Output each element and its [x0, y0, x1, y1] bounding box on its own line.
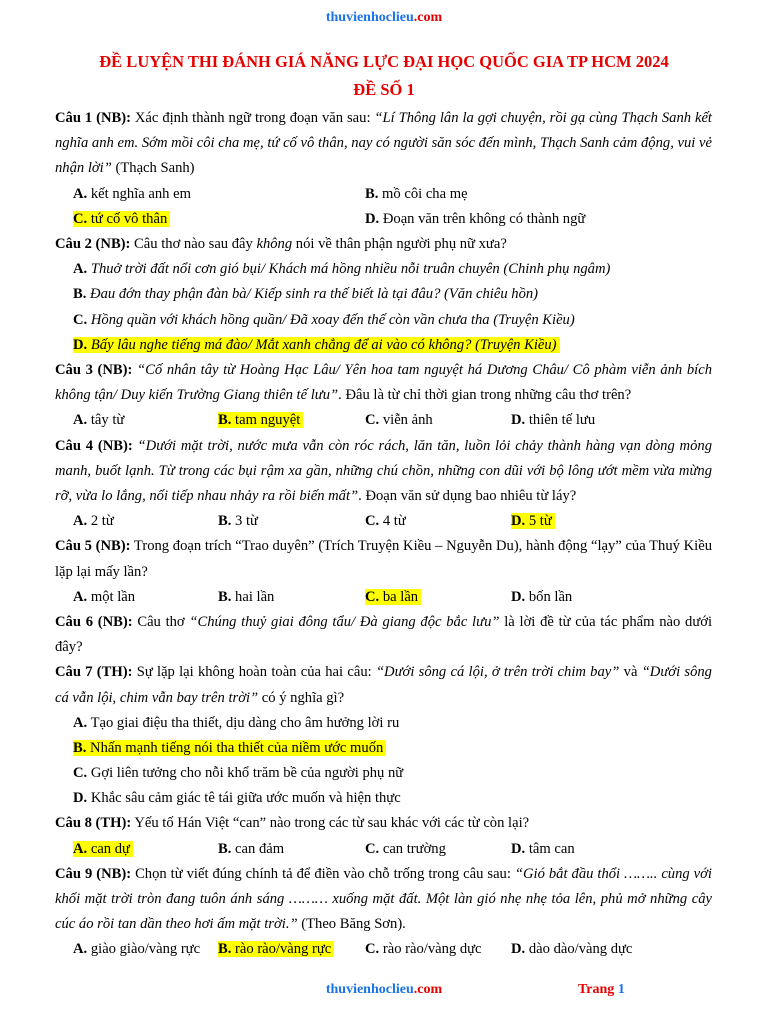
answer-option-c[interactable]: C. rào rào/vàng dực — [365, 941, 482, 958]
footer-site-link[interactable] — [0, 982, 768, 998]
site-name: thuvienhoclieu — [325, 10, 414, 25]
answer-option-a[interactable]: A. Tạo giai điệu tha thiết, dịu dàng cho âm hưởng lời ru — [73, 714, 400, 731]
answer-option-b[interactable] — [55, 736, 712, 761]
highlighted-answer: C. ba lần — [365, 589, 421, 605]
answer-option-b[interactable]: B. mồ côi cha mẹ — [365, 185, 468, 202]
question-6: Câu 6 (NB): Câu thơ “Chúng thuỷ giai đông tẩu/ Đà giang độc bắc lưu” là lời đề từ của tác phẩm nào dưới đây? — [55, 613, 713, 656]
highlighted-answer: C. tứ cố vô thân — [73, 211, 170, 227]
question-8: Câu 8 (TH): Yếu tố Hán Việt “can” nào trong các từ sau khác với các từ còn lại? — [55, 815, 530, 832]
answer-option-d[interactable]: D. tâm can — [511, 840, 575, 857]
answer-option-d[interactable] — [55, 333, 712, 358]
answer-option-c[interactable]: C. Gợi liên tưởng cho nỗi khổ trăm bề của người phụ nữ — [73, 765, 404, 782]
answer-option-c[interactable] — [73, 207, 365, 232]
answer-row — [55, 837, 712, 862]
answer-option-a[interactable]: A. giào giào/vàng rực — [73, 941, 201, 958]
answer-option-b[interactable]: B. 3 từ — [218, 513, 258, 530]
answer-option-d[interactable]: D. thiên tế lưu — [511, 412, 596, 429]
highlighted-answer: B. rào rào/vàng rực — [218, 941, 334, 957]
answer-option-b[interactable]: B. hai lần — [218, 588, 275, 605]
answer-option-c[interactable]: C. can trường — [365, 840, 446, 857]
answer-option-d[interactable]: D. dào dào/vàng dực — [511, 941, 633, 958]
answer-row — [55, 182, 712, 207]
page-label: Trang — [578, 982, 618, 997]
highlighted-answer: B. tam nguyệt — [218, 412, 303, 428]
answer-option-a[interactable]: A. kết nghĩa anh em — [73, 185, 191, 202]
question-label: Câu 1 (NB): — [55, 110, 131, 126]
answer-option-b[interactable]: B. can đảm — [218, 840, 285, 857]
answer-row — [55, 207, 712, 232]
question-7: Câu 7 (TH): Sự lặp lại không hoàn toàn của hai câu: “Dưới sông cá lội, ở trên trời chim bay” và “Dưới sông cá vẫn lội, chim vẫn bay trên trời” có ý nghĩa gì? — [55, 664, 712, 706]
answer-option-a[interactable]: A. một lần — [73, 588, 136, 605]
highlighted-answer: D. 5 từ — [511, 513, 555, 529]
answer-option-a[interactable] — [73, 837, 218, 862]
question-4: Câu 4 (NB): “Dưới mặt trời, nước mưa vẫn còn róc rách, lăn tăn, luồn lỏi chảy thành hàng vạn dòng mỏng manh, buốt lạnh. Từ trong các bụi rậm xa gần, những chú chồn, những con dũi với bộ lông ướt mềm vừa mừng rỡ, vừa lo lắng, nối tiếp nhau nhảy ra rồi biến mất”. Đoạn văn sử dụng bao nhiêu từ láy? — [55, 437, 712, 504]
site-domain: .com — [413, 10, 443, 25]
answer-option-a[interactable]: A. 2 từ — [73, 513, 114, 530]
answer-option-b[interactable] — [218, 408, 365, 433]
answer-option-a[interactable]: A. tây từ — [73, 412, 125, 429]
answer-option-d[interactable] — [511, 509, 555, 534]
page-number-value: 1 — [617, 982, 625, 997]
answer-option-c[interactable]: C. 4 từ — [365, 513, 406, 530]
question-9: Câu 9 (NB): Chọn từ viết đúng chính tả để điền vào chỗ trống trong câu sau: “Gió bắt đầu thổi …….. cùng với khối mặt trời tròn đang tuôn ánh sáng ……… xuống mặt đất. Một làn gió nhẹ nhẹ tỏa lên, phủ mở những cây cúc áo rồi tan dần theo hơi ấm mặt trời.” (Theo Băng Sơn). — [55, 865, 712, 933]
answer-option-c[interactable]: C. viễn ảnh — [365, 412, 433, 429]
question-2: Câu 2 (NB): Câu thơ nào sau đây không nói về thân phận người phụ nữ xưa? — [55, 235, 507, 252]
answer-row — [55, 509, 712, 534]
answer-row — [55, 585, 712, 610]
question-5: Câu 5 (NB): Trong đoạn trích “Trao duyên” (Trích Truyện Kiều – Nguyễn Du), hành động “lạy” của Thuý Kiều lặp lại mấy lần? — [55, 538, 712, 580]
page-number — [578, 982, 625, 998]
answer-option-d[interactable]: D. bốn lần — [511, 588, 573, 605]
answer-option-b[interactable] — [218, 937, 365, 962]
answer-row — [55, 408, 712, 433]
question-list — [55, 106, 712, 963]
site-name: thuvienhoclieu — [325, 982, 414, 997]
answer-row — [55, 937, 712, 962]
answer-option-a[interactable]: A. Thuở trời đất nổi cơn gió bụi/ Khách má hồng nhiều nỗi truân chuyên (Chinh phụ ngâm) — [73, 261, 611, 278]
answer-option-c[interactable] — [365, 585, 511, 610]
header-site-link[interactable] — [0, 10, 768, 26]
answer-option-b[interactable]: B. Đau đớn thay phận đàn bà/ Kiếp sinh ra thế biết là tại đâu? (Văn chiêu hồn) — [73, 286, 539, 303]
document-title: ĐỀ LUYỆN THI ĐÁNH GIÁ NĂNG LỰC ĐẠI HỌC QUỐC GIA TP HCM 2024 — [99, 52, 669, 71]
highlighted-answer: B. Nhấn mạnh tiếng nói tha thiết của niềm ước muốn — [73, 740, 386, 756]
answer-option-d[interactable]: D. Khắc sâu cảm giác tê tái giữa ước muốn và hiện thực — [73, 790, 401, 807]
answer-option-d[interactable]: D. Đoạn văn trên không có thành ngữ — [365, 210, 586, 227]
question-3: Câu 3 (NB): “Cố nhân tây từ Hoàng Hạc Lâu/ Yên hoa tam nguyệt há Dương Châu/ Cô phàm viễn ảnh bích không tận/ Duy kiến Trường Giang thiên tế lưu”. Đâu là từ chỉ thời gian trong những câu thơ trên? — [55, 361, 712, 404]
highlighted-answer: D. Bấy lâu nghe tiếng má đào/ Mắt xanh chẳng để ai vào có không? (Truyện Kiều) — [73, 337, 560, 353]
question-1: Câu 1 (NB): Xác định thành ngữ trong đoạn văn sau: “Lí Thông lân la gợi chuyện, rồi gạ cùng Thạch Sanh kết nghĩa anh em. Sớm mồi côi cha mẹ, tứ cố vô thân, nay có người săn sóc đến mình, Thạch Sanh cảm động, vui vẻ nhận lời” (Thạch Sanh) — [55, 110, 712, 177]
answer-option-c[interactable]: C. Hồng quần với khách hồng quần/ Đã xoay đến thế còn vần chưa tha (Truyện Kiều) — [73, 311, 575, 328]
site-domain: .com — [413, 982, 443, 997]
document-subtitle: ĐỀ SỐ 1 — [353, 80, 415, 99]
highlighted-answer: A. can dự — [73, 841, 133, 857]
